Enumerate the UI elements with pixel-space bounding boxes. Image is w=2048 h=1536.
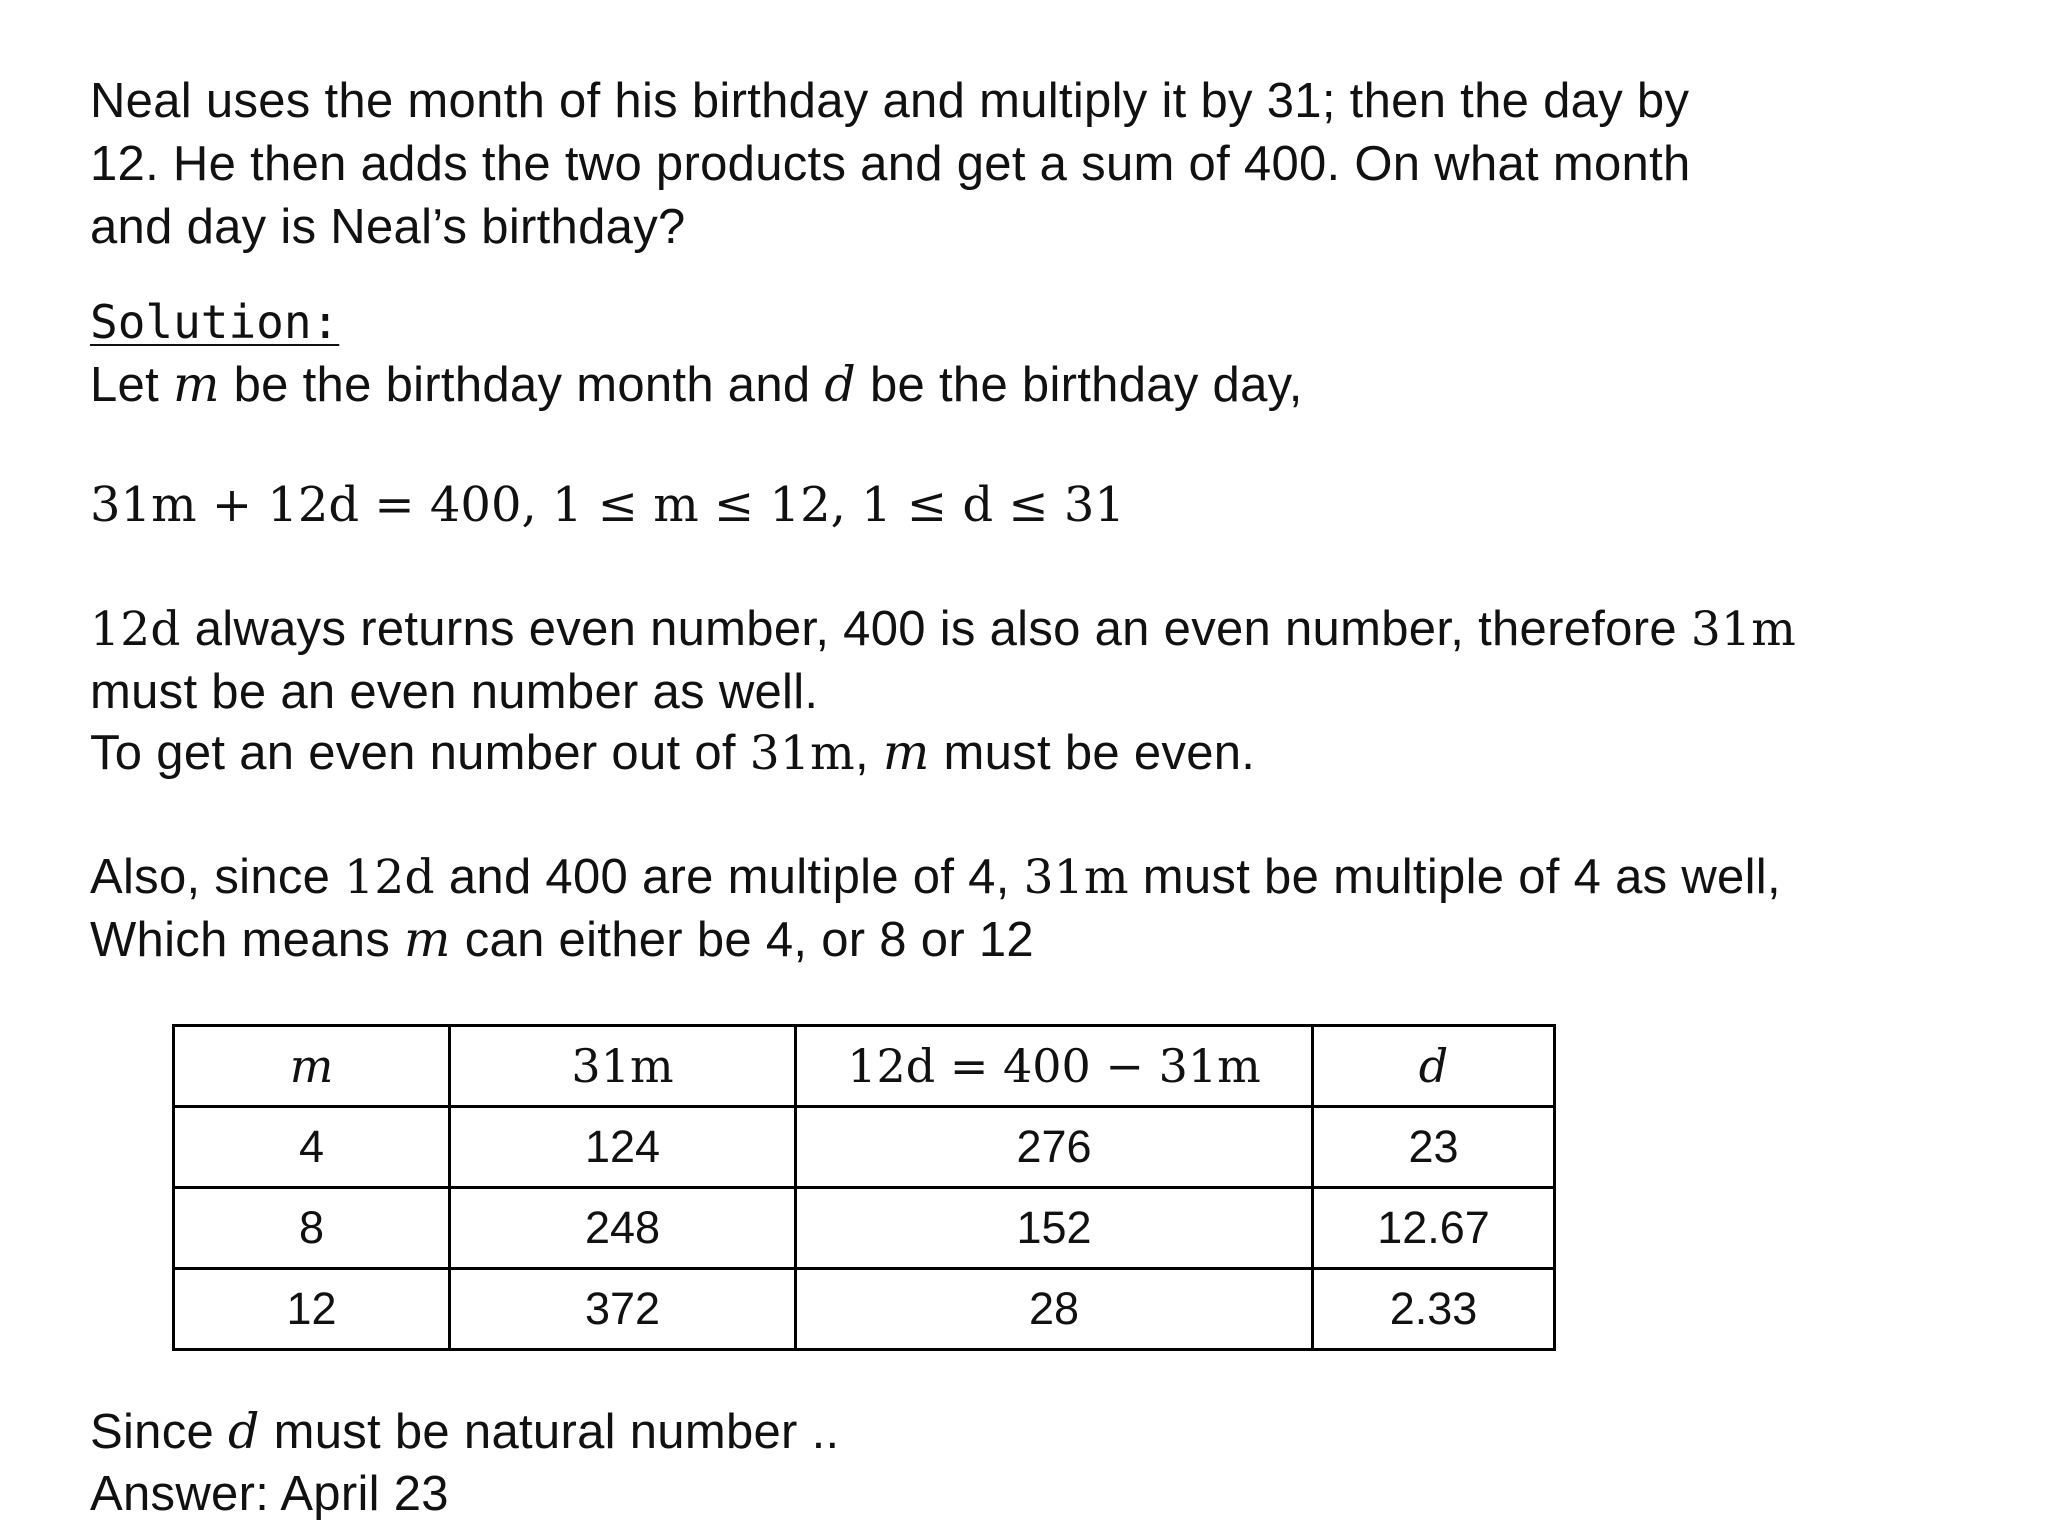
get-even-text-2: must be even. (929, 726, 1256, 780)
let-text-3: be the birthday day, (856, 358, 1303, 412)
main-equation: 31m + 12d = 400, 1 ≤ m ≤ 12, 1 ≤ d ≤ 31 (90, 477, 1125, 533)
table-cell: 372 (450, 1269, 796, 1350)
header-d: d (1313, 1026, 1555, 1107)
table-cell: 248 (450, 1188, 796, 1269)
table-header-row (174, 1026, 1555, 1107)
var-d: d (824, 356, 857, 413)
table-row (174, 1269, 1555, 1350)
means-text-1: Which means (90, 913, 405, 967)
expr-12d: 12d (344, 850, 435, 905)
even-text-1: always returns even number, 400 is also an even number, therefore (180, 602, 1691, 656)
multiple-statement-line-1 (90, 846, 1781, 909)
since-text-2: must be natural number .. (259, 1405, 840, 1459)
var-d: d (228, 1403, 260, 1460)
var-m: m (404, 911, 451, 968)
problem-line-3: and day is Neal’s birthday? (90, 200, 686, 254)
table-cell: 23 (1313, 1107, 1555, 1188)
table-cell: 2.33 (1313, 1269, 1555, 1350)
natural-number-statement (90, 1401, 839, 1463)
answer-line: Answer: April 23 (90, 1467, 449, 1521)
table-cell: 124 (450, 1107, 796, 1188)
calculation-table (172, 1024, 1556, 1351)
expr-31m: 31m (1690, 602, 1797, 657)
solution-heading: Solution: (90, 295, 340, 349)
table-cell: 12 (174, 1269, 450, 1350)
get-even-statement (90, 722, 1255, 785)
table-cell: 4 (174, 1107, 450, 1188)
expr-31m: 31m (1023, 850, 1129, 905)
header-12d: 12d = 400 − 31m (796, 1026, 1313, 1107)
multiple-statement-line-2 (90, 909, 1034, 971)
even-statement-line-2: must be an even number as well. (90, 665, 819, 719)
let-statement (90, 354, 1303, 416)
header-m: m (174, 1026, 450, 1107)
since-text-1: Since (90, 1405, 228, 1459)
table-cell: 152 (796, 1188, 1313, 1269)
means-text-2: can either be 4, or 8 or 12 (450, 913, 1034, 967)
table-row (174, 1188, 1555, 1269)
also-text-1: Also, since (90, 850, 345, 904)
table-cell: 28 (796, 1269, 1313, 1350)
table-cell: 276 (796, 1107, 1313, 1188)
var-m: m (172, 356, 220, 413)
let-text-1: Let (90, 358, 173, 412)
problem-line-2: 12. He then adds the two products and get a sum of 400. On what month (90, 137, 1691, 191)
even-statement-line-1 (90, 598, 1796, 661)
expr-12d: 12d (90, 602, 181, 657)
also-text-2: and 400 are multiple of 4, (434, 850, 1024, 904)
expr-31m: 31m (749, 726, 856, 781)
var-m: m (882, 724, 930, 781)
also-text-3: must be multiple of 4 as well, (1128, 850, 1781, 904)
table-row (174, 1107, 1555, 1188)
table-cell: 8 (174, 1188, 450, 1269)
get-even-text-1: To get an even number out of (90, 726, 750, 780)
problem-line-1: Neal uses the month of his birthday and multiply it by 31; then the day by (90, 74, 1690, 128)
header-31m: 31m (450, 1026, 796, 1107)
table-cell: 12.67 (1313, 1188, 1555, 1269)
let-text-2: be the birthday month and (219, 358, 825, 412)
get-even-sep: , (855, 726, 883, 780)
